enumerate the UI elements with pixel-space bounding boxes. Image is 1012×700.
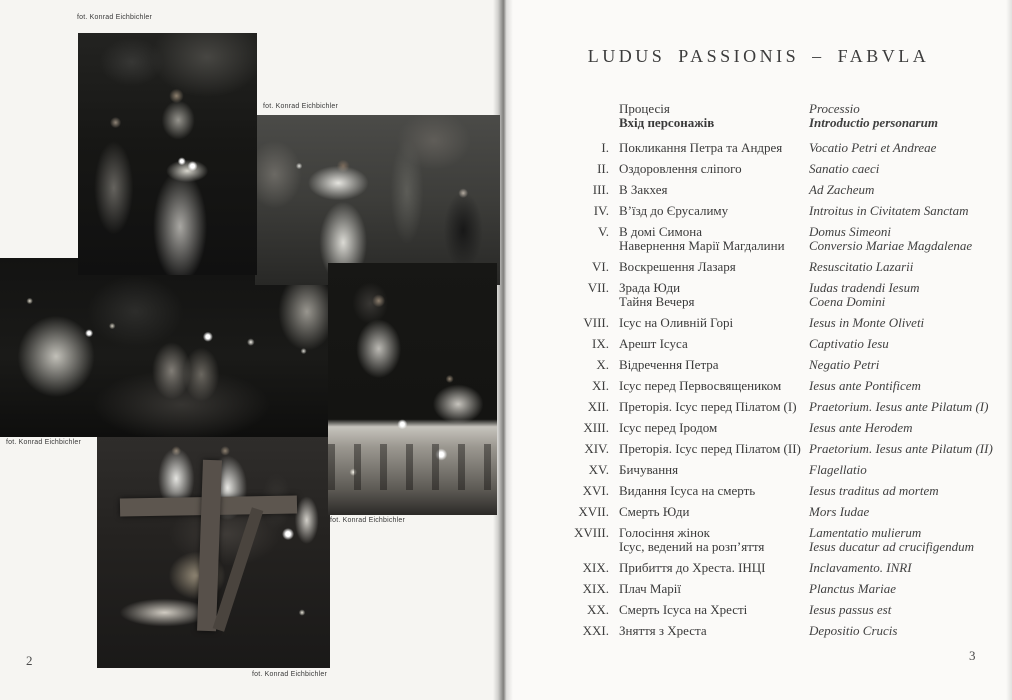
scene-number: XXI. [582, 623, 609, 638]
scene-title-ukrainian [619, 603, 809, 617]
scene-list-header [561, 102, 1001, 130]
scene-title-latin [809, 204, 1001, 218]
photo-balustrade-scene [328, 263, 497, 515]
scene-row [561, 337, 1001, 351]
scene-line: В’їзд до Єрусалиму [619, 203, 729, 218]
scene-number: XVIII. [573, 525, 609, 540]
scene-number: VI. [592, 259, 609, 274]
scene-row [561, 561, 1001, 575]
scene-number: XII. [587, 399, 609, 414]
scene-line: В Закхея [619, 182, 668, 197]
scene-number: V. [598, 224, 609, 239]
balustrade-detail [328, 444, 497, 489]
scene-line: Ad Zacheum [809, 182, 875, 197]
scene-line: Ісус перед Первосвящеником [619, 378, 782, 393]
scene-row [561, 526, 1001, 554]
scene-line: Inclavamento. INRI [809, 560, 912, 575]
scene-title-latin [809, 505, 1001, 519]
scene-number: IV. [593, 203, 609, 218]
scene-line: Vocatio Petri et Andreae [809, 140, 937, 155]
scene-title-ukrainian [619, 484, 809, 498]
scene-row [561, 225, 1001, 253]
scene-title-ukrainian [619, 337, 809, 351]
scene-line: Зрада Юди [619, 280, 681, 295]
scene-line: Planctus Mariae [809, 581, 897, 596]
cross-graphic [213, 508, 263, 632]
scene-line: Преторія. Ісус перед Пілатом (II) [619, 441, 801, 456]
scene-title-ukrainian [619, 561, 809, 575]
scene-number: IX. [592, 336, 609, 351]
scene-row [561, 281, 1001, 309]
scene-line: Преторія. Ісус перед Пілатом (I) [619, 399, 797, 414]
scene-title-latin [809, 603, 1001, 617]
photo-credit: fot. Konrad Eichbichler [77, 14, 153, 21]
scene-line: Iesus ante Pontificem [809, 378, 921, 393]
scene-title-ukrainian [619, 260, 809, 274]
cross-graphic [197, 460, 222, 631]
scene-title-ukrainian [619, 582, 809, 596]
photo-credit: fot. Konrad Eichbichler [6, 439, 82, 446]
scene-line: Negatio Petri [809, 357, 880, 372]
scene-title-latin [809, 183, 1001, 197]
photo-cross-scene [97, 437, 330, 668]
photo-credit: fot. Konrad Eichbichler [330, 517, 406, 524]
page-number-left: 2 [26, 653, 33, 668]
scene-row [561, 505, 1001, 519]
scene-row [561, 260, 1001, 274]
scene-number: XIII. [583, 420, 609, 435]
scene-line: Coena Domini [809, 294, 886, 309]
scene-number: III. [592, 182, 609, 197]
scene-number: VII. [587, 280, 609, 295]
scene-line: Смерть Ісуса на Хресті [619, 602, 748, 617]
scene-title-latin [809, 624, 1001, 638]
scene-title-ukrainian [619, 316, 809, 330]
scene-line: В домі Симона [619, 224, 702, 239]
scene-line: Ісус перед Іродом [619, 420, 718, 435]
scene-title-ukrainian [619, 102, 809, 130]
scene-title-ukrainian [619, 421, 809, 435]
scene-title-ukrainian [619, 183, 809, 197]
scene-title-ukrainian [619, 358, 809, 372]
scene-title-latin [809, 260, 1001, 274]
scene-title-ukrainian [619, 526, 809, 554]
photo-raised-arms-scene [255, 115, 500, 285]
scene-row [561, 141, 1001, 155]
scene-number: VIII. [583, 315, 609, 330]
scene-title-latin [809, 162, 1001, 176]
scene-row [561, 162, 1001, 176]
scene-line: Processio [809, 101, 860, 116]
scene-title-ukrainian [619, 505, 809, 519]
scene-line: Iesus passus est [809, 602, 892, 617]
scene-line: Conversio Mariae Magdalenae [809, 238, 973, 253]
scene-number: X. [596, 357, 609, 372]
scene-number: XVII. [578, 504, 609, 519]
scene-title-latin [809, 358, 1001, 372]
scene-title-latin [809, 337, 1001, 351]
scene-line: Iesus traditus ad mortem [809, 483, 939, 498]
scene-line: Ісус, ведений на розп’яття [619, 539, 765, 554]
scene-number: II. [597, 161, 609, 176]
right-page [505, 0, 1012, 700]
scene-number: I. [601, 140, 609, 155]
scene-line: Captivatio Iesu [809, 336, 889, 351]
scene-title-latin [809, 526, 1001, 554]
scene-title-ukrainian [619, 141, 809, 155]
scene-title-ukrainian [619, 225, 809, 253]
scene-line: Domus Simeoni [809, 224, 891, 239]
scene-line: Introductio personarum [809, 115, 938, 130]
scene-line: Плач Марії [619, 581, 681, 596]
scene-row [561, 603, 1001, 617]
scene-line: Introitus in Civitatem Sanctam [809, 203, 969, 218]
scene-line: Mors Iudae [809, 504, 870, 519]
scene-number: XVI. [582, 483, 609, 498]
left-page [0, 0, 505, 700]
scene-line: Процесія [619, 101, 670, 116]
scene-title-latin [809, 379, 1001, 393]
scene-line: Покликання Петра та Андрея [619, 140, 783, 155]
scene-line: Ісус на Оливній Горі [619, 315, 734, 330]
photo-credit: fot. Konrad Eichbichler [252, 671, 328, 678]
scene-row [561, 442, 1001, 456]
scene-row [561, 204, 1001, 218]
photo-credit: fot. Konrad Eichbichler [263, 103, 339, 110]
scene-line: Praetorium. Iesus ante Pilatum (II) [809, 441, 993, 456]
scene-line: Sanatio caeci [809, 161, 880, 176]
photo-candelabrum-scene [78, 33, 257, 275]
scene-title-ukrainian [619, 204, 809, 218]
scene-line: Iesus in Monte Oliveti [809, 315, 925, 330]
scene-line: Смерть Юди [619, 504, 690, 519]
scene-row [561, 379, 1001, 393]
scene-title-latin [809, 582, 1001, 596]
toc-rows [561, 141, 1001, 638]
scene-row [561, 183, 1001, 197]
page-number-right: 3 [969, 648, 976, 663]
scene-number: XI. [592, 378, 609, 393]
scene-row [561, 400, 1001, 414]
scene-number: XIX. [582, 581, 609, 596]
scene-line: Lamentatio mulierum [809, 525, 922, 540]
scene-line: Flagellatio [809, 462, 867, 477]
scene-title-latin [809, 484, 1001, 498]
scene-line: Praetorium. Iesus ante Pilatum (I) [809, 399, 989, 414]
scene-line: Оздоровлення сліпого [619, 161, 742, 176]
scene-title-ukrainian [619, 463, 809, 477]
page-edge-shadow [1006, 0, 1012, 700]
scene-line: Арешт Ісуса [619, 336, 688, 351]
scene-row [561, 484, 1001, 498]
scene-line: Зняття з Хреста [619, 623, 707, 638]
scene-line: Голосіння жінок [619, 525, 710, 540]
scene-line: Iudas tradendi Iesum [809, 280, 920, 295]
scene-title-latin [809, 442, 1001, 456]
scene-line: Видання Ісуса на смерть [619, 483, 756, 498]
scene-row [561, 358, 1001, 372]
scene-line: Iesus ducatur ad crucifigendum [809, 539, 975, 554]
scene-line: Бичування [619, 462, 679, 477]
scene-title-latin [809, 463, 1001, 477]
scene-line: Воскрешення Лазаря [619, 259, 736, 274]
scene-row [561, 316, 1001, 330]
scene-number: XIX. [582, 560, 609, 575]
scene-title-latin [809, 316, 1001, 330]
scene-line: Прибиття до Хреста. ІНЦІ [619, 560, 766, 575]
scene-row [561, 582, 1001, 596]
scene-line: Відречення Петра [619, 357, 719, 372]
scene-title-latin [809, 281, 1001, 309]
scene-title-ukrainian [619, 281, 809, 309]
scene-title-latin [809, 225, 1001, 253]
scene-line: Вхід персонажів [619, 115, 715, 130]
scene-number: XX. [586, 602, 609, 617]
scene-title-latin [809, 561, 1001, 575]
scene-line: Depositio Crucis [809, 623, 898, 638]
scene-title-ukrainian [619, 379, 809, 393]
scene-line: Iesus ante Herodem [809, 420, 913, 435]
scene-line: Навернення Марії Магдалини [619, 238, 785, 253]
scene-title-ukrainian [619, 162, 809, 176]
scene-row [561, 421, 1001, 435]
scene-number: XIV. [584, 441, 609, 456]
scene-title-latin [809, 102, 1001, 130]
scene-line: Resuscitatio Lazarii [809, 259, 914, 274]
scene-title-ukrainian [619, 400, 809, 414]
scene-title-ukrainian [619, 442, 809, 456]
scene-title-latin [809, 400, 1001, 414]
scene-title-latin [809, 421, 1001, 435]
scene-row [561, 624, 1001, 638]
scene-list [561, 102, 1001, 645]
scene-number: XV. [588, 462, 609, 477]
scene-line: Тайня Вечеря [619, 294, 695, 309]
scene-title-latin [809, 141, 1001, 155]
page-title: LUDUS PASSIONIS – FABVLA [587, 46, 930, 66]
scene-title-ukrainian [619, 624, 809, 638]
scene-row [561, 463, 1001, 477]
